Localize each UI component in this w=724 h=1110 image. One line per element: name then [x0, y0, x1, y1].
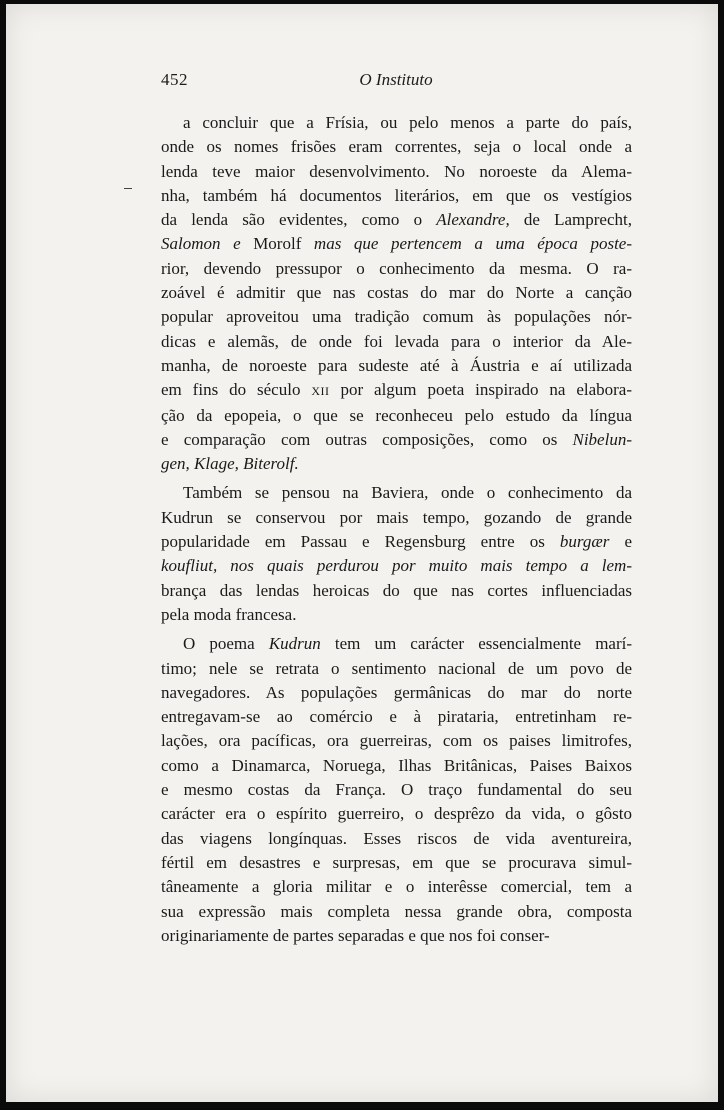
text-line	[161, 875, 632, 899]
text-run: brança das lendas heroicas do que nas cortes influenciadas	[161, 580, 632, 600]
body-text	[161, 111, 632, 948]
italic-title: gen, Klage, Biterolf.	[161, 454, 299, 474]
text-run: onde os nomes frisões eram correntes, seja o local onde a	[161, 137, 632, 157]
italic-title: Salomon	[161, 234, 221, 254]
italic-title: koufliut,	[161, 556, 218, 576]
text-line	[161, 506, 632, 530]
roman-numeral: XII	[311, 384, 330, 399]
text-run: rior, devendo pressupor o conhecimento da mesma. O ra-	[161, 258, 632, 278]
text-line	[161, 354, 632, 378]
text-run: tâneamente a gloria militar e o interêsse comercial, tem a	[161, 877, 632, 897]
text-run: em fins do século	[161, 380, 312, 400]
text-run: Também se pensou na Baviera, onde o conhecimento da	[183, 483, 632, 503]
italic-title: Nibelun-	[572, 429, 632, 449]
text-run: nha, também há documentos literários, em que os vestígios	[161, 185, 632, 205]
italic-title: e	[220, 234, 254, 254]
text-run: de Lamprecht,	[509, 210, 632, 230]
text-run: carácter era o espírito guerreiro, o desprêzo da vida, o gôsto	[161, 804, 632, 824]
text-line	[161, 184, 632, 208]
text-line	[161, 851, 632, 875]
text-line	[161, 603, 632, 627]
text-run: a concluir que a Frísia, ou pelo menos a parte do país,	[183, 113, 632, 132]
text-line	[161, 924, 632, 948]
text-line	[161, 729, 632, 753]
text-line	[161, 530, 632, 554]
text-line	[161, 305, 632, 329]
text-line	[161, 452, 632, 476]
text-line	[161, 579, 632, 603]
text-line	[161, 428, 632, 452]
text-run: popularidade em Passau e Regensburg entre os	[161, 532, 560, 552]
text-line	[161, 705, 632, 729]
italic-title: burgær	[559, 532, 610, 552]
text-run: das viagens longínquas. Esses riscos de vida aventureira,	[161, 828, 632, 848]
text-line	[161, 632, 632, 656]
text-line	[161, 657, 632, 681]
text-run: timo; nele se retrata o sentimento nacional de um povo de	[161, 658, 632, 678]
text-run: O poema	[183, 634, 269, 654]
text-line	[161, 481, 632, 505]
page-header	[161, 70, 631, 94]
text-line	[161, 754, 632, 778]
italic-title: mas que pertencem a uma época poste-	[301, 234, 632, 254]
text-run: navegadores. As populações germânicas do mar do norte	[161, 682, 632, 702]
margin-mark	[124, 188, 132, 189]
text-run: da lenda são evidentes, como o	[161, 210, 437, 230]
text-run: originariamente de partes separadas e que nos foi conser-	[161, 925, 550, 945]
text-run: Kudrun se conservou por mais tempo, gozando de grande	[161, 507, 632, 527]
text-run: lenda teve maior desenvolvimento. No noroeste da Alema-	[161, 161, 632, 181]
page-number: 452	[161, 70, 188, 89]
text-line	[161, 330, 632, 354]
text-run: e	[609, 532, 633, 552]
text-run: e mesmo costas da França. O traço fundamental do seu	[161, 780, 632, 800]
italic-title: nos quais perdurou por muito mais tempo a lem-	[217, 556, 632, 576]
text-line	[161, 281, 632, 305]
text-run: lações, ora pacíficas, ora guerreiras, com os paises limitrofes,	[161, 731, 632, 751]
book-page	[6, 4, 718, 1102]
text-run: tem um carácter essencialmente marí-	[320, 634, 633, 654]
text-run: zoável é admitir que nas costas do mar do Norte a canção	[161, 283, 632, 303]
text-line	[161, 378, 632, 403]
text-line	[161, 208, 632, 232]
text-line	[161, 554, 632, 578]
text-line	[161, 778, 632, 802]
text-line	[161, 827, 632, 851]
text-run: fértil em desastres e surpresas, em que se procurava simul-	[161, 852, 632, 872]
text-run: por algum poeta inspirado na elabora-	[329, 380, 633, 400]
text-run: e comparação com outras composições, como os	[161, 429, 573, 449]
text-line	[161, 404, 632, 428]
italic-title: Alexandre,	[436, 210, 510, 230]
text-run: dicas e alemãs, de onde foi levada para o interior da Ale-	[161, 331, 632, 351]
text-run: ção da epopeia, o que se reconheceu pelo estudo da língua	[161, 405, 632, 425]
text-line	[161, 681, 632, 705]
text-run: entregavam-se ao comércio e à pirataria, entretinham re-	[161, 707, 632, 727]
text-line	[161, 900, 632, 924]
text-run: manha, de noroeste para sudeste até à Áustria e aí utilizada	[161, 355, 632, 375]
text-run: popular aproveitou uma tradição comum às populações nór-	[161, 307, 632, 327]
text-run: sua expressão mais completa nessa grande obra, composta	[161, 901, 632, 921]
text-line	[161, 111, 632, 135]
text-line	[161, 802, 632, 826]
text-run: como a Dinamarca, Noruega, Ilhas Britânicas, Paises Baixos	[161, 755, 632, 775]
italic-title: Kudrun	[268, 634, 321, 654]
text-line	[161, 160, 632, 184]
text-line	[161, 232, 632, 256]
text-line	[161, 257, 632, 281]
text-run: pela moda francesa.	[161, 604, 297, 624]
text-run: Morolf	[253, 234, 302, 254]
text-line	[161, 135, 632, 159]
running-title: O Instituto	[359, 70, 433, 89]
